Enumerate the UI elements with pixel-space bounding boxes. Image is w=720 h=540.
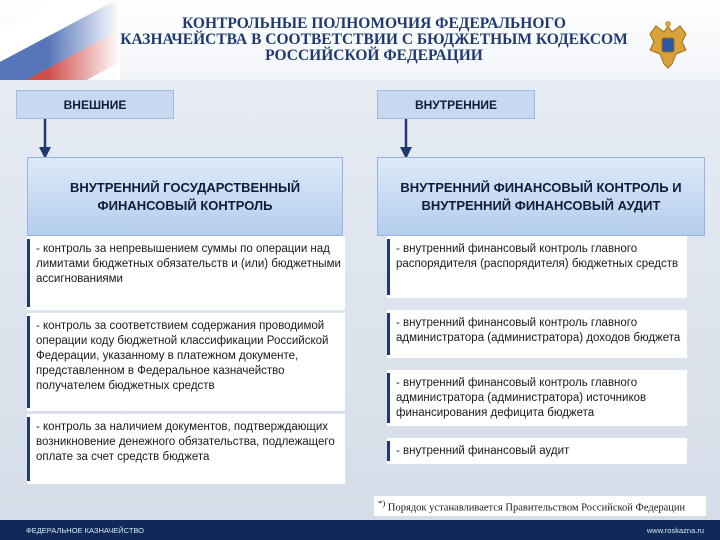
list-item: - контроль за соответствием содержания проводимой операции коду бюджетной классификации Российской Федерации, указанному в платежном документе, представленном в Федеральное казначейство получателем бюджетных средств bbox=[27, 313, 345, 411]
list-item: - контроль за наличием документов, подтверждающих возникновение денежного обязательства, подлежащего оплате за счет средств бюджета bbox=[27, 414, 345, 484]
arrow-down-icon bbox=[400, 119, 412, 159]
list-item: - внутренний финансовый контроль главного распорядителя (распорядителя) бюджетных средств bbox=[387, 236, 687, 298]
slide-header bbox=[0, 0, 720, 80]
arrow-down-icon bbox=[39, 119, 51, 159]
footer-org-name: ФЕДЕРАЛЬНОЕ КАЗНАЧЕЙСТВО bbox=[26, 525, 145, 535]
footnote-marker: *) bbox=[378, 498, 386, 508]
footnote bbox=[374, 496, 706, 516]
list-item: - внутренний финансовый аудит bbox=[387, 438, 687, 464]
slide-footer bbox=[0, 520, 720, 540]
russian-flag-decoration bbox=[0, 0, 120, 80]
footnote-text: Порядок устанавливается Правительством Российской Федерации bbox=[385, 502, 686, 514]
list-item: - внутренний финансовый контроль главного администратора (администратора) источников финансирования дефицита бюджета bbox=[387, 370, 687, 426]
double-headed-eagle-emblem-icon bbox=[646, 20, 690, 70]
internal-state-financial-control-heading: ВНУТРЕННИЙ ГОСУДАРСТВЕННЫЙ ФИНАНСОВЫЙ КОНТРОЛЬ bbox=[27, 157, 343, 236]
internal-control-list bbox=[387, 236, 705, 476]
footer-url[interactable]: www.roskazna.ru bbox=[646, 525, 704, 535]
tab-external: ВНЕШНИЕ bbox=[16, 90, 174, 119]
tab-internal: ВНУТРЕННИЕ bbox=[377, 90, 535, 119]
internal-financial-control-and-audit-heading: ВНУТРЕННИЙ ФИНАНСОВЫЙ КОНТРОЛЬ И ВНУТРЕННИЙ ФИНАНСОВЫЙ АУДИТ bbox=[377, 157, 705, 236]
list-item: - контроль за непревышением суммы по операции над лимитами бюджетных обязательств и (или) бюджетными ассигнованиями bbox=[27, 236, 345, 310]
external-control-list bbox=[27, 236, 345, 487]
list-item: - внутренний финансовый контроль главного администратора (администратора) доходов бюджета bbox=[387, 310, 687, 358]
page-title: КОНТРОЛЬНЫЕ ПОЛНОМОЧИЯ ФЕДЕРАЛЬНОГО КАЗНАЧЕЙСТВА В СООТВЕТСТВИИ С БЮДЖЕТНЫМ КОДЕКСОМ РОССИЙСКОЙ ФЕДЕРАЦИИ bbox=[120, 15, 628, 64]
